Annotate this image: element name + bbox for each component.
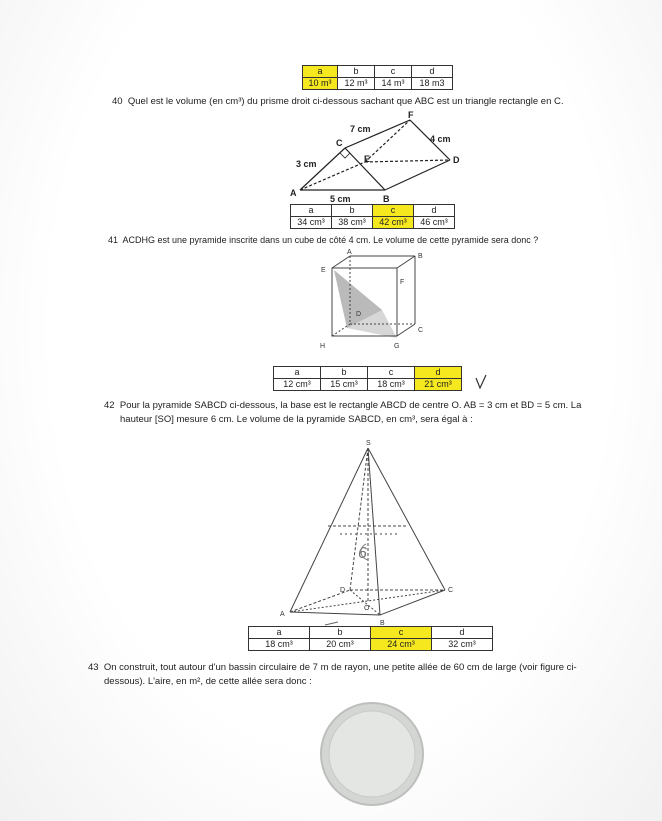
q40-text: Quel est le volume (en cm³) du prisme droit ci-dessous sachant que ABC est un triangle rectangle en C. [127, 96, 564, 107]
q40-label-e: E [364, 154, 371, 164]
q40-label-b: B [383, 194, 390, 204]
q42-label-c: C [448, 587, 454, 594]
q40-dim-ca: 3 cm [296, 159, 317, 169]
q43-text-line1: On construit, tout autour d'un bassin circulaire de 7 m de rayon, une petite allée de 60 cm de large (voir figure ci- [103, 662, 577, 673]
q40-prism-figure [290, 110, 470, 205]
q41-number: 41 [108, 235, 119, 245]
q40-answer-table [290, 204, 455, 229]
q42-header-b: b [310, 627, 371, 639]
q42-answer-table [248, 626, 493, 651]
q42-height-note: 6 [358, 545, 367, 562]
q41-header-d: d [415, 367, 462, 379]
q42-label-b: B [380, 620, 385, 627]
q40-label-d: D [453, 155, 460, 165]
q40-label-c: C [336, 138, 343, 148]
q42-number: 42 [104, 400, 115, 411]
q40-header-a: a [291, 205, 332, 217]
q42-label-d: D [340, 587, 346, 594]
q42-answer-c: 24 cm³ [371, 639, 432, 651]
q42-header-c: c [371, 627, 432, 639]
q42-answer-a: 18 cm³ [249, 639, 310, 651]
q41-header-b: b [321, 367, 368, 379]
q40-answer-b: 38 cm³ [332, 217, 373, 229]
q41-answer-b: 15 cm³ [321, 379, 368, 391]
q41-answer-c: 18 cm³ [368, 379, 415, 391]
q43-text-line2: dessous). L'aire, en m², de cette allée sera donc : [104, 676, 312, 687]
q42-pyramid-figure [280, 440, 460, 625]
q39-answer-d: 18 m3 [412, 78, 453, 90]
q40-question [112, 96, 564, 108]
q39-header-d: d [412, 66, 453, 78]
q42-header-a: a [249, 627, 310, 639]
q43-question-line2 [104, 676, 312, 688]
q41-label-d: D [356, 311, 362, 318]
q41-label-b: B [418, 253, 423, 260]
q42-answer-b: 20 cm³ [310, 639, 371, 651]
q41-label-h: H [320, 343, 326, 350]
q39-header-a: a [303, 66, 338, 78]
q40-dim-bd: 4 cm [430, 134, 451, 144]
q41-question [108, 234, 538, 246]
q41-text: ACDHG est une pyramide inscrite dans un cube de côté 4 cm. Le volume de cette pyramide sera donc ? [122, 235, 539, 245]
q41-label-c: C [418, 327, 424, 334]
q40-number: 40 [112, 96, 123, 107]
q41-answer-a: 12 cm³ [274, 379, 321, 391]
q42-text-line2: hauteur [SO] mesure 6 cm. Le volume de la pyramide SABCD, en cm³, sera égal à : [120, 414, 473, 425]
q41-label-e: E [321, 267, 326, 274]
q41-answer-d: 21 cm³ [415, 379, 462, 391]
q42-text-line1: Pour la pyramide SABCD ci-dessous, la base est le rectangle ABCD de centre O. AB = 3 cm et BD = 5 cm. La [119, 400, 582, 411]
q40-answer-d: 46 cm³ [414, 217, 455, 229]
q42-header-d: d [432, 627, 493, 639]
q42-label-s: S [366, 440, 371, 447]
q40-header-c: c [373, 205, 414, 217]
q40-label-f: F [408, 110, 414, 120]
q40-answer-c: 42 cm³ [373, 217, 414, 229]
q41-label-f: F [400, 279, 405, 286]
q40-dim-cf: 7 cm [350, 124, 371, 134]
q43-number: 43 [88, 662, 99, 673]
q41-label-a: A [347, 249, 352, 256]
q39-answer-c: 14 m³ [375, 78, 412, 90]
q43-question-line1 [88, 662, 577, 674]
q41-header-a: a [274, 367, 321, 379]
q42-answer-d: 32 cm³ [432, 639, 493, 651]
q42-question-line2 [120, 414, 473, 426]
q40-header-b: b [332, 205, 373, 217]
q39-answer-table [302, 65, 453, 90]
q40-header-d: d [414, 205, 455, 217]
q40-label-a: A [290, 188, 297, 198]
q43-basin-figure [318, 700, 428, 810]
q41-label-g: G [394, 343, 400, 350]
q40-dim-ab: 5 cm [330, 194, 351, 204]
q41-answer-table [273, 366, 462, 391]
q39-answer-a: 10 m³ [303, 78, 338, 90]
q42-question-line1 [104, 400, 581, 412]
checkmark-icon [474, 374, 488, 390]
q41-cube-figure [312, 248, 442, 358]
q42-label-a: A [280, 611, 285, 618]
q40-answer-a: 34 cm³ [291, 217, 332, 229]
q39-answer-b: 12 m³ [338, 78, 375, 90]
q42-label-o: O [364, 605, 370, 612]
q41-header-c: c [368, 367, 415, 379]
q39-header-c: c [375, 66, 412, 78]
q39-header-b: b [338, 66, 375, 78]
